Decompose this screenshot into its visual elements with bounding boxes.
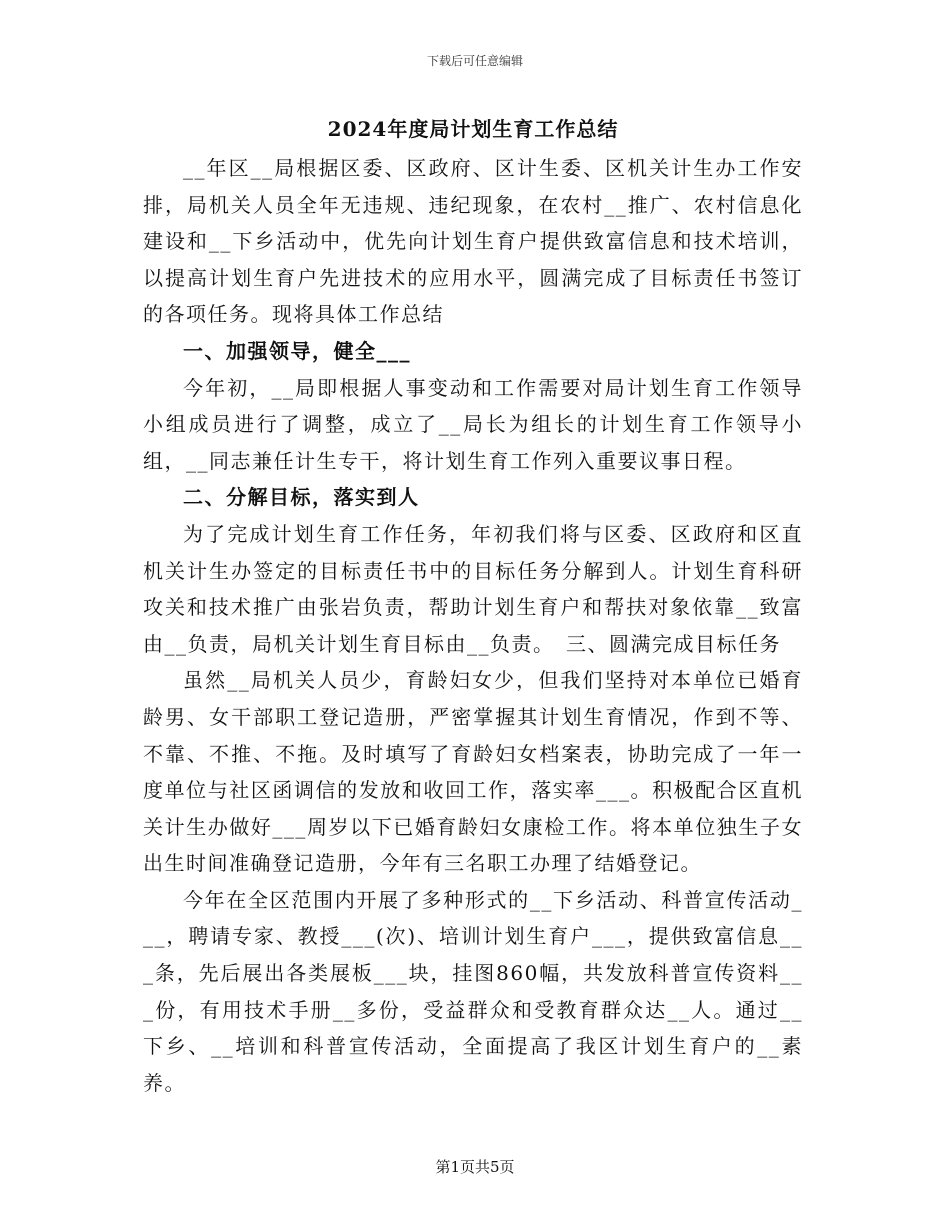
section-2-paragraph: 为了完成计划生育工作任务，年初我们将与区委、区政府和区直机关计生办签定的目标责任书中的目标任务分解到人。计划生育科研攻关和技术推广由张岩负责，帮助计划生育户和帮扶对象依靠__致富由__负责，局机关计划生育目标由__负责。 三、圆满完成目标任务 (143, 521, 803, 656)
section-heading-2: 二、分解目标，落实到人 (183, 485, 420, 510)
document-body (143, 112, 803, 1101)
section-heading-1: 一、加强领导，健全___ (183, 338, 411, 363)
intro-paragraph: __年区__局根据区委、区政府、区计生委、区机关计生办工作安排，局机关人员全年无违规、违纪现象，在农村__推广、农村信息化建设和__下乡活动中，优先向计划生育户提供致富信息和技术培训，以提高计划生育户先进技术的应用水平，圆满完成了目标责任书签订的各项任务。现将具体工作总结 (143, 156, 803, 327)
document-title: 2024年度局计划生育工作总结 (327, 117, 619, 141)
section-1-paragraph: 今年初，__局即根据人事变动和工作需要对局计划生育工作领导小组成员进行了调整，成立了__局长为组长的计划生育工作领导小组，__同志兼任计生专干，将计划生育工作列入重要议事日程。 (143, 375, 803, 473)
section-3-paragraph-2: 今年在全区范围内开展了多种形式的__下乡活动、科普宣传活动___，聘请专家、教授___(次)、培训计划生育户___，提供致富信息___条，先后展出各类展板___块，挂图860幅，共发放科普宣传资料___份，有用技术手册__多份，受益群众和受教育群众达__人。通过__下乡、__培训和科普宣传活动，全面提高了我区计划生育户的__素养。 (143, 887, 803, 1095)
page-number: 第1页共5页 (435, 1158, 515, 1176)
page-header: 下载后可任意编辑 (426, 54, 523, 68)
section-3-paragraph-1: 虽然__局机关人员少，育龄妇女少，但我们坚持对本单位已婚育龄男、女干部职工登记造册，严密掌握其计划生育情况，作到不等、不靠、不推、不拖。及时填写了育龄妇女档案表，协助完成了一年一度单位与社区函调信的发放和收回工作，落实率___。积极配合区直机关计生办做好___周岁以下已婚育龄妇女康检工作。将本单位独生子女出生时间准确登记造册，今年有三名职工办理了结婚登记。 (143, 668, 803, 876)
